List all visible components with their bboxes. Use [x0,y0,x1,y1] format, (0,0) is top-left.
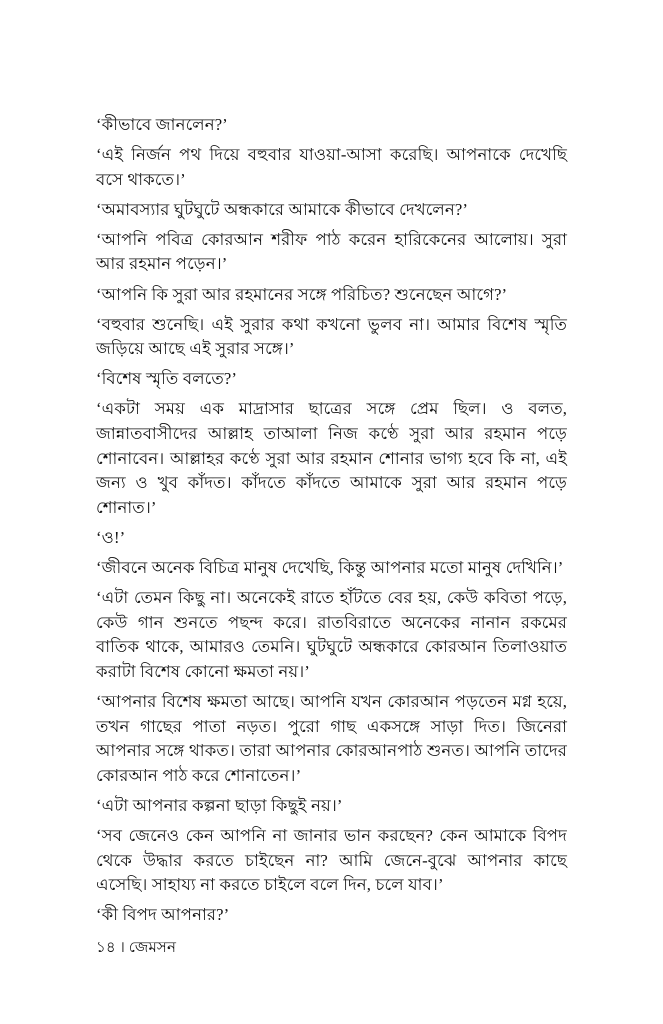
page-text-block [96,113,567,933]
paragraph: ‘কীভাবে জানলেন?’ [96,115,228,134]
paragraph: ‘আপনি কি সুরা আর রহমানের সঙ্গে পরিচিত? শুনেছেন আগে?’ [96,284,508,304]
paragraph: ‘আপনি পবিত্র কোরআন শরীফ পাঠ করেন হারিকেনের আলোয়। সুরা আর রহমান পড়েন।’ [96,229,567,274]
paragraph: ‘একটা সময় এক মাদ্রাসার ছাত্রের সঙ্গে প্রেম ছিল। ও বলত, জান্নাতবাসীদের আল্লাহ তাআলা নিজ কণ্ঠে সুরা আর রহমান পড়ে শোনাবেন। আল্লাহর কণ্ঠে সুরা আর রহমান শোনার ভাগ্য হবে কি না, এই জন্য ও খুব কাঁদত। কাঁদতে কাঁদতে আমাকে সুরা আর রহমান পড়ে শোনাত।’ [96,399,567,517]
paragraph: ‘এটা আপনার কল্পনা ছাড়া কিছুই নয়।’ [96,795,343,815]
paragraph: ‘সব জেনেও কেন আপনি না জানার ভান করছেন? কেন আমাকে বিপদ থেকে উদ্ধার করতে চাইছেন না? আমি জেনে-বুঝে আপনার কাছে এসেছি। সাহায্য না করতে চাইলে বলে দিন, চলে যাব।’ [96,825,567,895]
paragraph: ‘বহুবার শুনেছি। এই সুরার কথা কখনো ভুলব না। আমার বিশেষ স্মৃতি জড়িয়ে আছে এই সুরার সঙ্গে।’ [96,314,567,359]
paragraph: ‘এটা তেমন কিছু না। অনেকেই রাতে হাঁটতে বের হয়, কেউ কবিতা পড়ে, কেউ গান শুনতে পছন্দ করে। রাতবিরাতে অনেকের নানান রকমের বাতিক থাকে, আমারও তেমনি। ঘুটঘুটে অন্ধকারে কোরআন তিলাওয়াত করাটা বিশেষ কোনো ক্ষমতা নয়।’ [96,588,567,681]
paragraph: ‘কী বিপদ আপনার?’ [96,905,230,925]
page-footer: ১৪ । জেমসন [96,939,177,956]
paragraph: ‘আপনার বিশেষ ক্ষমতা আছে। আপনি যখন কোরআন পড়তেন মগ্ন হয়ে, তখন গাছের পাতা নড়ত। পুরো গাছ একসঙ্গে সাড়া দিত। জিনেরা আপনার সঙ্গে থাকত। তারা আপনার কোরআনপাঠ শুনত। আপনি তাদের কোরআন পাঠ করে শোনাতেন।’ [96,691,567,785]
paragraph: ‘অমাবস্যার ঘুটঘুটে অন্ধকারে আমাকে কীভাবে দেখলেন?’ [96,199,468,219]
paragraph: ‘এই নির্জন পথ দিয়ে বহুবার যাওয়া-আসা করেছি। আপনাকে দেখেছি বসে থাকতে।’ [96,145,567,189]
paragraph: ‘বিশেষ স্মৃতি বলতে?’ [96,369,237,389]
paragraph: ‘ও!’ [96,527,126,547]
paragraph: ‘জীবনে অনেক বিচিত্র মানুষ দেখেছি, কিন্তু আপনার মতো মানুষ দেখিনি।’ [96,558,564,577]
